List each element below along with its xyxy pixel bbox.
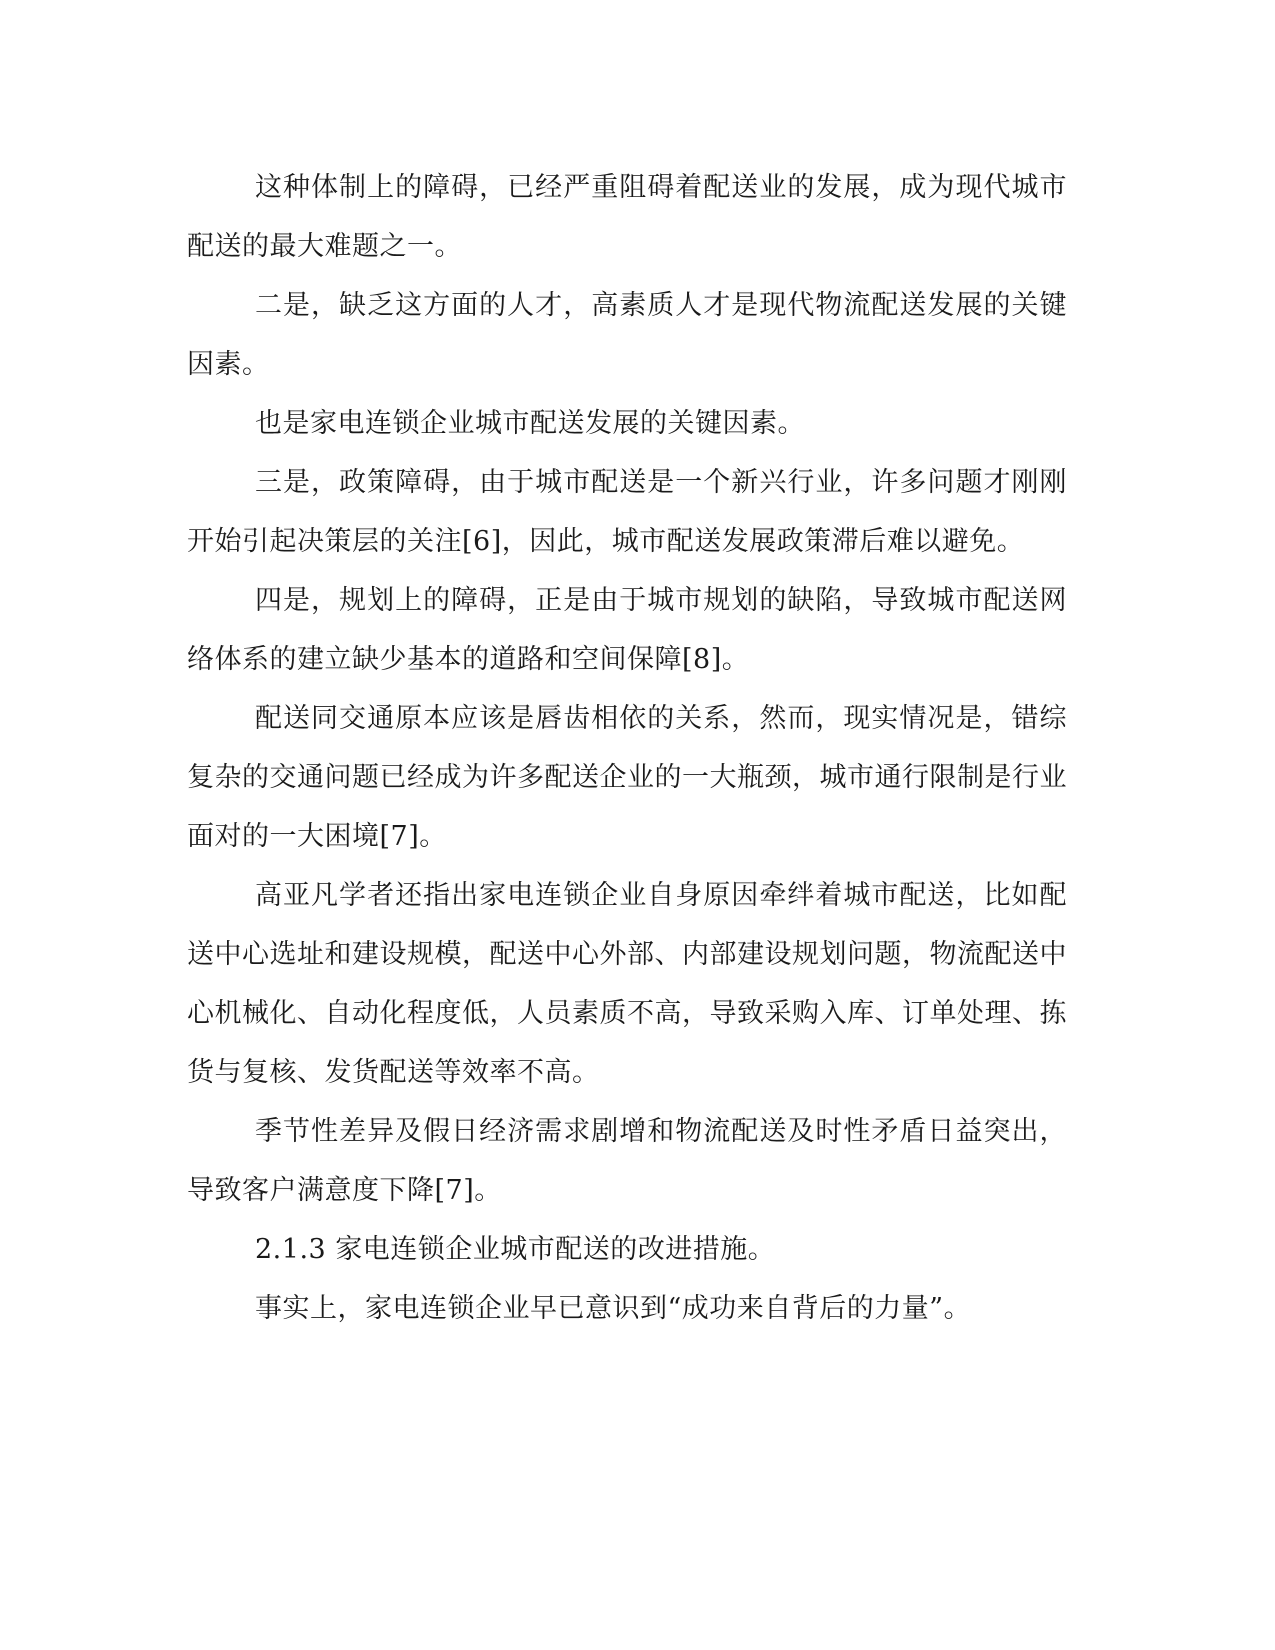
paragraph-5: 四是，规划上的障碍，正是由于城市规划的缺陷，导致城市配送网络体系的建立缺少基本的道路和空间保障[8]。	[187, 585, 1067, 675]
paragraph-10: 事实上，家电连锁企业早已意识到“成功来自背后的力量”。	[255, 1293, 972, 1324]
section-heading-2-1-3: 2.1.3 家电连锁企业城市配送的改进措施。	[255, 1234, 776, 1265]
document-body	[187, 158, 1067, 1338]
paragraph-6: 配送同交通原本应该是唇齿相依的关系，然而，现实情况是，错综复杂的交通问题已经成为许多配送企业的一大瓶颈，城市通行限制是行业面对的一大困境[7]。	[187, 703, 1067, 852]
paragraph-1: 这种体制上的障碍，已经严重阻碍着配送业的发展，成为现代城市配送的最大难题之一。	[187, 172, 1067, 262]
paragraph-4: 三是，政策障碍，由于城市配送是一个新兴行业，许多问题才刚刚开始引起决策层的关注[6]，因此，城市配送发展政策滞后难以避免。	[187, 467, 1067, 557]
paragraph-3: 也是家电连锁企业城市配送发展的关键因素。	[255, 408, 805, 439]
paragraph-7: 高亚凡学者还指出家电连锁企业自身原因牵绊着城市配送，比如配送中心选址和建设规模，配送中心外部、内部建设规划问题，物流配送中心机械化、自动化程度低，人员素质不高，导致采购入库、订单处理、拣货与复核、发货配送等效率不高。	[187, 880, 1067, 1088]
paragraph-8: 季节性差异及假日经济需求剧增和物流配送及时性矛盾日益突出，导致客户满意度下降[7]。	[187, 1116, 1067, 1206]
paragraph-2: 二是，缺乏这方面的人才，高素质人才是现代物流配送发展的关键因素。	[187, 290, 1067, 380]
